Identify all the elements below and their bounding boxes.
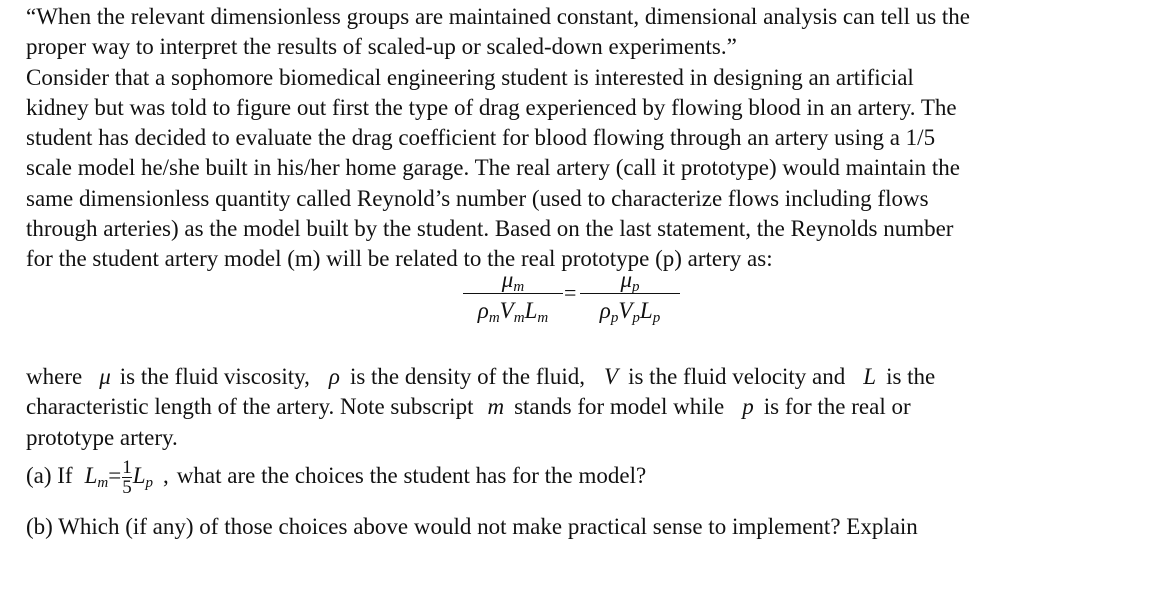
model-fraction bbox=[463, 268, 563, 328]
prototype-denominator: $\rho_pV_pL_p$ bbox=[599, 298, 661, 326]
question-a: (a) If $L_m=$ $\frac{1}{5}$ $L_p$ , what are the choices the student has for the model? bbox=[26, 457, 647, 498]
quote-line-2: proper way to interpret the results of scaled-up or scaled-down experiments.” bbox=[26, 34, 737, 60]
equals-sign: = bbox=[564, 280, 577, 305]
paragraph-line-5: same dimensionless quantity called Reynold’s number (used to characterize flows including flows bbox=[26, 185, 929, 211]
where-line-1: where μ is the fluid viscosity, ρ is the density of the fluid, V is the fluid velocity and L is the bbox=[26, 364, 936, 389]
one-fifth-fraction: $\frac{1}{5}$ bbox=[122, 457, 132, 498]
paragraph-line-3: student has decided to evaluate the drag coefficient for blood flowing through an artery using a 1/5 bbox=[26, 125, 936, 151]
where-line-3: prototype artery. bbox=[26, 424, 178, 450]
model-denominator: $\rho_mV_mL_m$ bbox=[477, 298, 549, 326]
problem-text bbox=[26, 2, 1146, 275]
prototype-fraction bbox=[580, 268, 680, 328]
prototype-numerator: $\mu_p$ bbox=[620, 267, 640, 295]
paragraph-line-4: scale model he/she built in his/her home garage. The real artery (call it prototype) would maintain the bbox=[26, 155, 960, 181]
quote-line-1: “When the relevant dimensionless groups are maintained constant, dimensional analysis can tell us the bbox=[26, 4, 971, 29]
variable-definitions bbox=[26, 362, 1146, 453]
where-line-2: characteristic length of the artery. Note subscript m stands for model while p is for the real or bbox=[26, 394, 911, 420]
question-b: (b) Which (if any) of those choices above would not make practical sense to implement? Explain bbox=[26, 514, 918, 539]
paragraph-line-7: for the student artery model (m) will be related to the real prototype (p) artery as: bbox=[26, 246, 773, 272]
paragraph-line-2: kidney but was told to figure out first the type of drag experienced by flowing blood in an artery. The bbox=[26, 94, 957, 120]
paragraph-line-6: through arteries) as the model built by the student. Based on the last statement, the Reynolds number bbox=[26, 216, 954, 242]
paragraph-line-1: Consider that a sophomore biomedical engineering student is interested in designing an artificial bbox=[26, 64, 914, 90]
model-numerator: $\mu_m$ bbox=[501, 267, 525, 295]
